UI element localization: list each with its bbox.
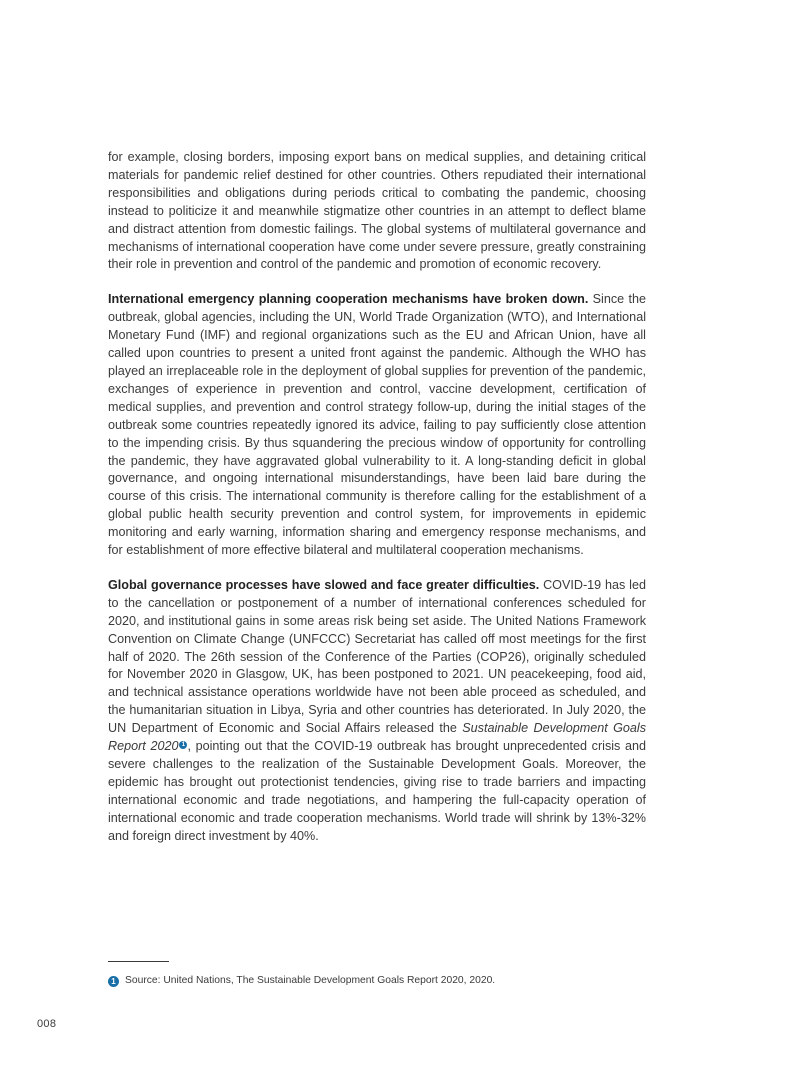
footnote-ref-icon[interactable]: 1 (179, 741, 187, 749)
footnote (108, 974, 495, 988)
paragraph-text: COVID-19 has led to the cancellation or postponement of a number of international conferences scheduled for 2020, and institutional gains in some areas risk being set aside. The United Nations Framework Convention on Climate Change (UNFCCC) Secretariat has called off most meetings for the first half of 2020. The 26th session of the Conference of the Parties (COP26), originally scheduled for November 2020 in Glasgow, UK, has been postponed to 2021. UN peacekeeping, food aid, and technical assistance operations worldwide have not been able proceed as scheduled, and the humanitarian situation in Libya, Syria and other countries has deteriorated. In July 2020, the UN Department of Economic and Social Affairs released the (108, 577, 646, 736)
paragraph-text: for example, closing borders, imposing export bans on medical supplies, and detaining critical materials for pandemic relief destined for other countries. Others repudiated their international responsibilities and obligations during periods critical to combating the pandemic, choosing instead to politicize it and meanwhile stigmatize other countries in an attempt to deflect blame and distract attention from domestic failings. The global systems of multilateral governance and mechanisms of international cooperation have come under severe pressure, greatly constraining their role in prevention and control of the pandemic and promotion of economic recovery. (108, 150, 646, 272)
paragraph-intro (108, 149, 646, 274)
page-number: 008 (37, 1018, 57, 1030)
footnote-divider (108, 961, 169, 962)
paragraph-global-governance (108, 577, 646, 846)
footnote-number-icon: 1 (108, 976, 119, 987)
footnote-text: Source: United Nations, The Sustainable Development Goals Report 2020, 2020. (125, 975, 496, 986)
paragraph-lead-heading: Global governance processes have slowed and face greater difficulties. (108, 577, 540, 592)
paragraph-text: Since the outbreak, global agencies, including the UN, World Trade Organization (WTO), and International Monetary Fund (IMF) and regional organizations such as the EU and African Union, have all called upon countries to present a united front against the pandemic. Although the WHO has played an irreplaceable role in the deployment of global supplies for prevention of the pandemic, exchanges of experience in prevention and control, vaccine development, certification of medical supplies, and prevention and control strategy follow-up, during the initial stages of the outbreak some countries repeatedly ignored its advice, failing to pay sufficiently close attention to the impending crisis. By thus squandering the precious window of opportunity for controlling the pandemic, they have aggravated global vulnerability to it. A long-standing deficit in global governance, and ongoing international misunderstandings, have been laid bare during the course of this crisis. The international community is therefore calling for the establishment of a global public health security prevention and control system, for improvements in epidemic monitoring and early warning, information sharing and emergency response mechanisms, and for establishment of more effective bilateral and multilateral cooperation mechanisms. (108, 292, 647, 558)
paragraph-emergency-cooperation (108, 291, 646, 560)
page-body (108, 149, 646, 846)
paragraph-lead-heading: International emergency planning cooperation mechanisms have broken down. (108, 292, 589, 307)
paragraph-text: , pointing out that the COVID-19 outbreak has brought unprecedented crisis and severe challenges to the realization of the Sustainable Development Goals. Moreover, the epidemic has brought out protectionist tendencies, giving rise to trade barriers and impacting international economic and trade negotiations, and hampering the full-capacity operation of international economic and trade cooperation mechanisms. World trade will shrink by 13%-32% and foreign direct investment by 40%. (108, 739, 646, 843)
report-title: Sustainable Development Goals Report 2020 (108, 721, 646, 754)
